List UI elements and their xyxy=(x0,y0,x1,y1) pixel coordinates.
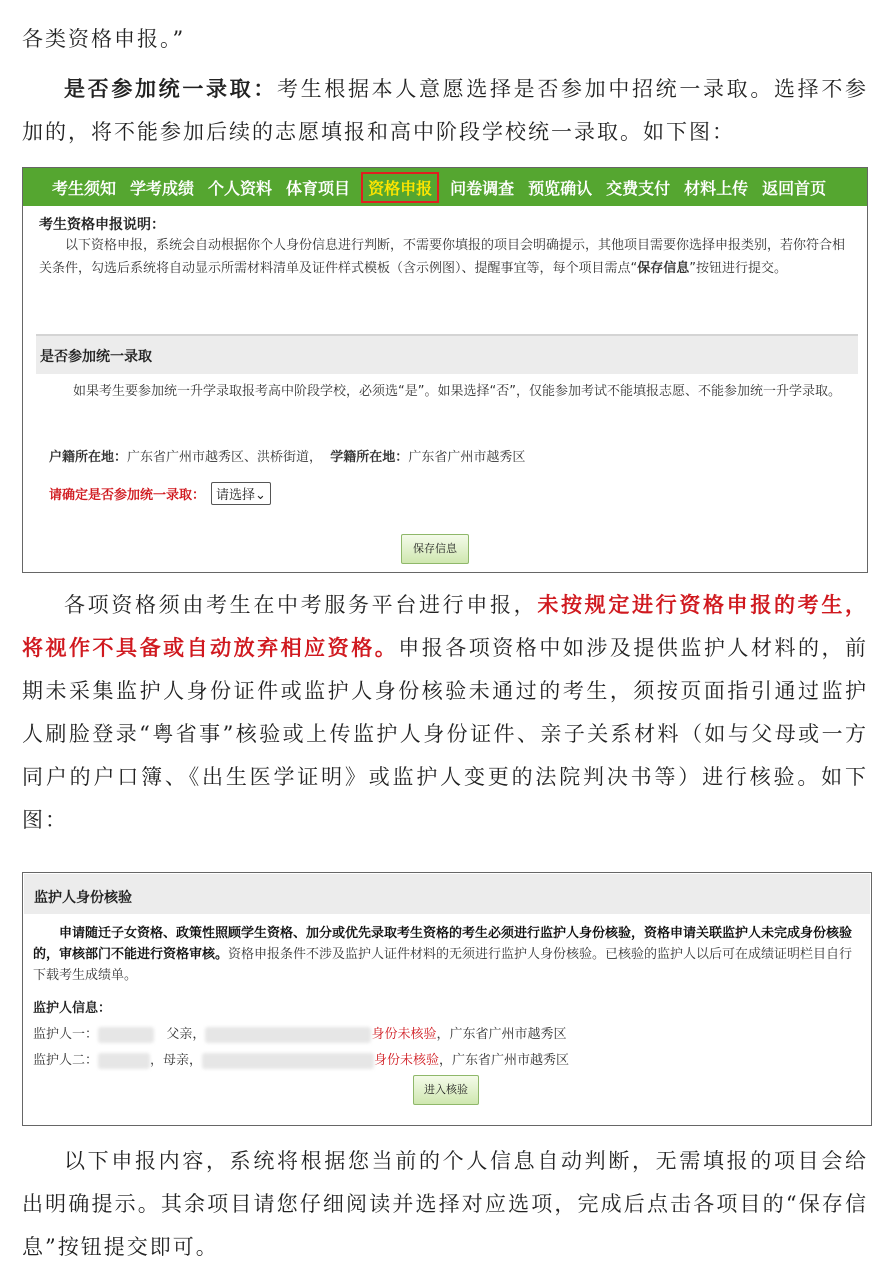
admission-select-value: 请选择 xyxy=(216,488,256,503)
intro-title: 考生资格申报说明： xyxy=(39,217,165,233)
paragraph-text-b: 申报各项资格中如涉及提供监护人材料的，前期未采集监护人身份证件或监护人身份核验未通过的考生，须按页面指引通过监护人刷脸登录“粤省事”核验或上传监护人身份证件、亲子关系材料（如与父母或一方同户的户口簿、《出生医学证明》或监护人变更的法院判决书等）进行核验。如下图： xyxy=(22,636,869,832)
section-title: 是否参加统一录取 xyxy=(36,334,858,374)
section-text: 如果考生要参加统一升学录取报考高中阶段学校，必须选“是”。如果选择“否”，仅能参加考试不能填报志愿、不能参加统一升学录取。 xyxy=(73,384,841,399)
admission-select[interactable] xyxy=(211,482,271,505)
nav-item-upload[interactable]: 材料上传 xyxy=(684,178,749,198)
guardian-text-rest: 资格申报条件不涉及监护人证件材料的无须进行监护人身份核验。已核验的监护人以后可在成绩证明栏目自行下载考生成绩单。 xyxy=(33,947,853,983)
guardian1-name-redacted xyxy=(98,1027,154,1043)
chevron-down-icon: ⌄ xyxy=(255,488,266,503)
guardian1-id-redacted xyxy=(205,1027,371,1043)
guardian2-place: ，广东省广州市越秀区 xyxy=(439,1053,570,1068)
paragraph-text-a: 各项资格须由考生在中考服务平台进行申报， xyxy=(64,593,538,617)
top-nav xyxy=(23,168,867,206)
intro-text-b: ”按钮进行提交。 xyxy=(689,261,788,276)
guardian2-label: 监护人二： xyxy=(33,1053,99,1068)
paragraph-text: 以下申报内容，系统将根据您当前的个人信息自动判断，无需填报的项目会给出明确提示。其余项目请您仔细阅读并选择对应选项，完成后点击各项目的“保存信息”按钮提交即可。 xyxy=(22,1149,868,1259)
nav-item-qualification[interactable]: 资格申报 xyxy=(361,172,439,203)
guardian2-name-redacted xyxy=(98,1053,150,1069)
nav-item-home[interactable]: 返回首页 xyxy=(762,178,827,198)
admission-select-label: 请确定是否参加统一录取： xyxy=(49,488,206,503)
paragraph-text: 考生根据本人意愿选择是否参加中招统一录取。选择不参加的，将不能参加后续的志愿填报和高中阶段学校统一录取。如下图： xyxy=(22,77,868,144)
guardian-title: 监护人身份核验 xyxy=(24,874,870,914)
paragraph-heading: 是否参加统一录取： xyxy=(64,77,277,101)
intro-text-a: 以下资格申报，系统会自动根据你个人身份信息进行判断，不需要你填报的项目会明确提示，其他项目需要你选择申报类别，若你符合相关条件，勾选后系统将自动显示所需材料清单及证件样式模板（含示例图）、提醒事宜等，每个项目需点“ xyxy=(39,238,846,276)
verify-button[interactable]: 进入核验 xyxy=(413,1075,479,1105)
save-button[interactable]: 保存信息 xyxy=(401,534,469,564)
guardian-row-1 xyxy=(33,1023,566,1043)
guardian1-label: 监护人一： xyxy=(33,1027,99,1042)
nav-item-preview[interactable]: 预览确认 xyxy=(528,178,593,198)
school-value: 广东省广州市越秀区 xyxy=(408,450,526,465)
guardian-text xyxy=(33,923,859,986)
household-value: 广东省广州市越秀区、洪桥街道， xyxy=(127,450,323,465)
guardian2-id-redacted xyxy=(202,1053,374,1069)
intro-text-bold: 保存信息 xyxy=(637,261,690,276)
intro-text xyxy=(39,234,855,280)
nav-item-sports[interactable]: 体育项目 xyxy=(286,178,351,198)
household-label: 户籍所在地： xyxy=(49,450,128,465)
nav-item-scores[interactable]: 学考成绩 xyxy=(130,178,195,198)
admission-select-row xyxy=(49,482,271,505)
paragraph-warning: 未按规定进行资格申报的考生，将视作不具备或自动放弃相应资格。 xyxy=(22,593,869,660)
guardian2-status: 身份未核验 xyxy=(374,1053,440,1068)
screenshot-qualification-declaration xyxy=(22,167,868,573)
nav-item-profile[interactable]: 个人资料 xyxy=(208,178,273,198)
guardian1-relation: 父亲， xyxy=(166,1027,206,1042)
guardian-info-label: 监护人信息： xyxy=(33,1001,112,1016)
paragraph-auto-judgement xyxy=(22,1140,868,1269)
location-row xyxy=(49,446,525,465)
nav-item-survey[interactable]: 问卷调查 xyxy=(450,178,515,198)
paragraph-text: 各类资格申报。” xyxy=(22,27,186,51)
guardian1-place: ，广东省广州市越秀区 xyxy=(436,1027,567,1042)
paragraph-intro-tail xyxy=(22,18,868,61)
guardian2-relation: ，母亲， xyxy=(150,1053,203,1068)
guardian-row-2 xyxy=(33,1049,569,1069)
guardian-text-bold: 申请随迁子女资格、政策性照顾学生资格、加分或优先录取考生资格的考生必须进行监护人身份核验，资格申请关联监护人未完成身份核验的，审核部门不能进行资格审核。 xyxy=(33,926,853,962)
paragraph-qualification-rules xyxy=(22,584,868,842)
screenshot-guardian-verification xyxy=(22,872,872,1126)
school-label: 学籍所在地： xyxy=(330,450,409,465)
guardian1-status: 身份未核验 xyxy=(371,1027,437,1042)
nav-item-notice[interactable]: 考生须知 xyxy=(52,178,117,198)
nav-item-payment[interactable]: 交费支付 xyxy=(606,178,671,198)
paragraph-unified-admission xyxy=(22,68,868,154)
